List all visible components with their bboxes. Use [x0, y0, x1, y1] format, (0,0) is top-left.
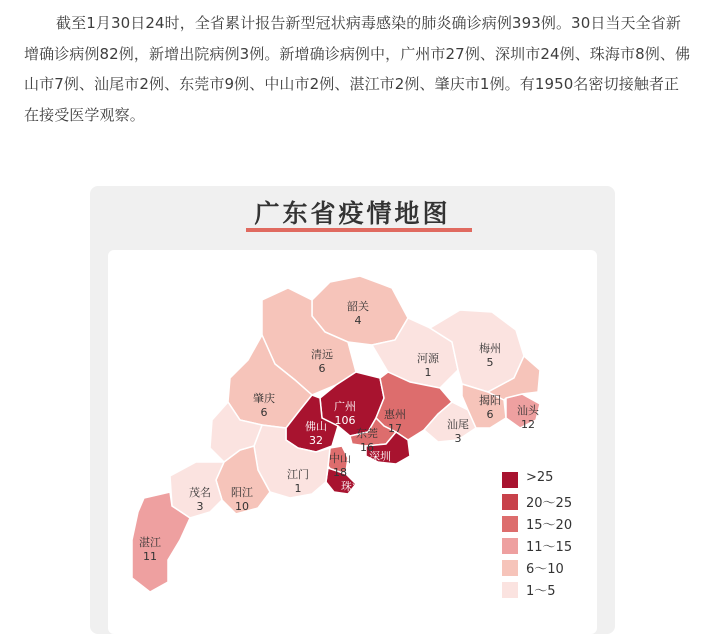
- region-name-shenzhen: 深圳: [369, 450, 391, 463]
- region-layer: [132, 276, 540, 592]
- region-name-shanwei: 汕尾: [447, 418, 469, 431]
- region-name-jieyang: 揭阳: [479, 394, 501, 407]
- region-count-shaoguan: 4: [354, 314, 362, 327]
- legend-label: >25: [526, 470, 554, 485]
- legend-swatch: [502, 560, 518, 576]
- region-name-meizhou: 梅州: [479, 342, 501, 355]
- article-paragraph: 截至1月30日24时，全省累计报告新型冠状病毒感染的肺炎确诊病例393例。30日当天全省新增确诊病例82例，新增出院病例3例。新增确诊病例中，广州市27例、深圳市24例、珠海市8例、佛山市7例、汕尾市2例、东莞市9例、中山市2例、湛江市2例、肇庆市1例。有1950名密切接触者正在接受医学观察。: [24, 14, 691, 124]
- legend-label: 20～25: [526, 496, 573, 511]
- region-count-shenzhen: 110: [369, 464, 391, 477]
- region-name-heyuan: 河源: [417, 352, 439, 365]
- region-count-foshan: 32: [309, 434, 323, 447]
- region-count-jieyang: 6: [486, 408, 494, 421]
- region-name-shaoguan: 韶关: [347, 300, 369, 313]
- legend-label: 6～10: [526, 562, 564, 577]
- legend-swatch: [502, 516, 518, 532]
- region-name-foshan: 佛山: [305, 420, 327, 433]
- region-count-shantou: 12: [521, 418, 535, 431]
- legend-label: 15～20: [526, 518, 573, 533]
- region-count-meizhou: 5: [486, 356, 494, 369]
- region-name-shantou: 汕头: [517, 404, 539, 417]
- legend-label: 11～15: [526, 540, 573, 555]
- region-name-yangjiang: 阳江: [231, 486, 253, 499]
- region-count-maoming: 3: [196, 500, 204, 513]
- region-name-huizhou: 惠州: [384, 408, 406, 421]
- region-count-jiangmen: 1: [294, 482, 302, 495]
- region-count-huizhou: 17: [388, 422, 402, 435]
- map-title: 广东省疫情地图: [254, 199, 451, 228]
- region-count-zhaoqing: 6: [260, 406, 268, 419]
- region-count-guangzhou: 106: [334, 414, 356, 427]
- legend-swatch: [502, 472, 518, 488]
- region-count-shanwei: 3: [454, 432, 462, 445]
- region-count-zhanjiang: 11: [143, 550, 157, 563]
- region-name-dongguan: 东莞: [356, 427, 378, 440]
- region-name-maoming: 茂名: [189, 486, 211, 499]
- region-count-yangjiang: 10: [235, 500, 249, 513]
- region-count-qingyuan: 6: [318, 362, 326, 375]
- legend-label: 1～5: [526, 584, 556, 599]
- legend-swatch: [502, 494, 518, 510]
- region-name-guangzhou: 广州: [334, 400, 356, 413]
- region-name-zhanjiang: 湛江: [139, 536, 161, 549]
- region-name-zhaoqing: 肇庆: [253, 392, 275, 405]
- region-name-zhongshan: 中山: [329, 452, 351, 465]
- region-count-heyuan: 1: [424, 366, 432, 379]
- legend-swatch: [502, 582, 518, 598]
- region-name-qingyuan: 清远: [311, 348, 333, 361]
- region-count-zhuhai: 26: [345, 494, 359, 507]
- region-count-dongguan: 16: [360, 441, 374, 454]
- region-name-zhuhai: 珠海: [341, 480, 363, 493]
- legend-swatch: [502, 538, 518, 554]
- region-name-jiangmen: 江门: [287, 468, 309, 481]
- region-count-zhongshan: 18: [333, 466, 347, 479]
